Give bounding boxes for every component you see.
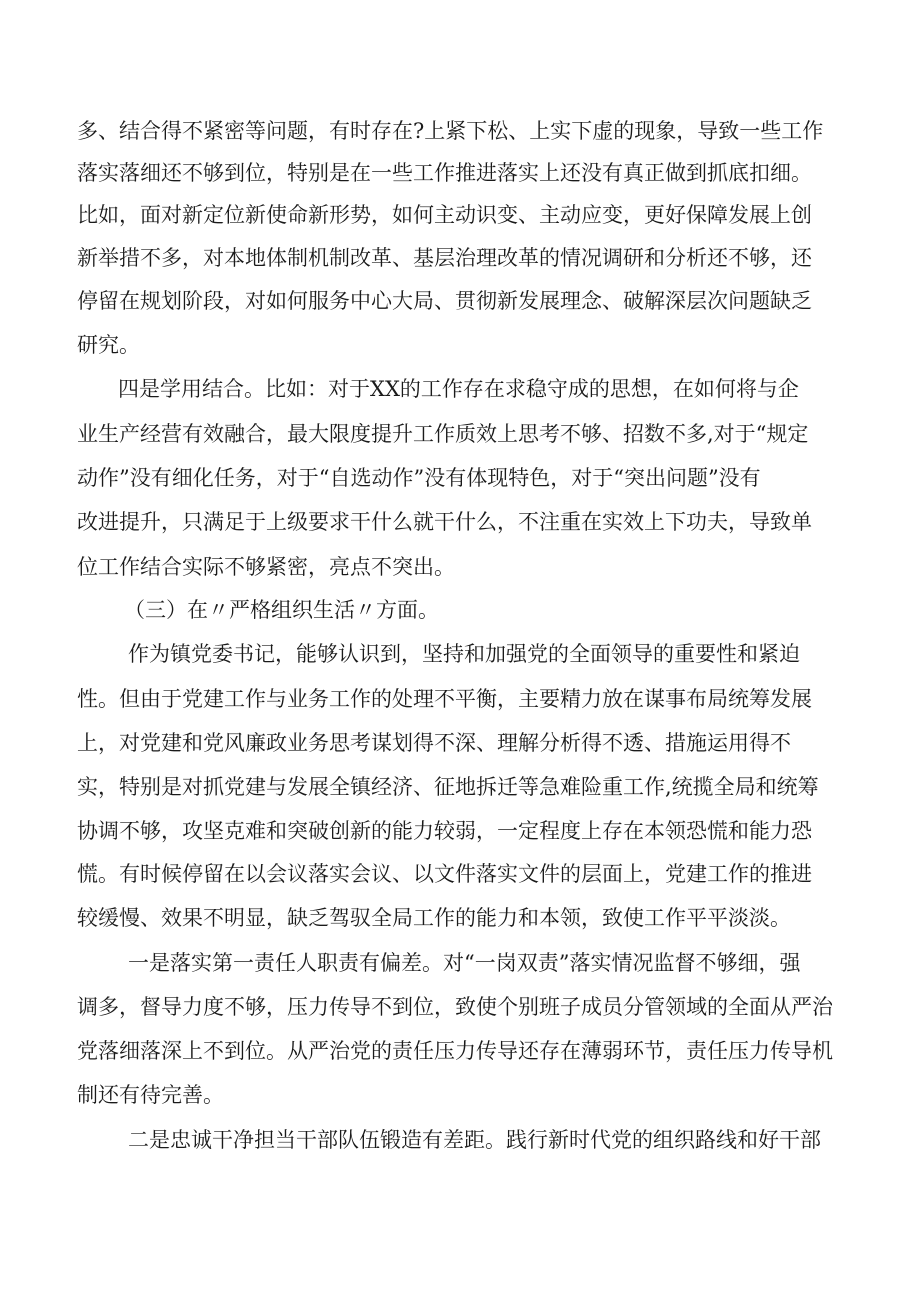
text-line-14: 性。但由于党建工作与业务工作的处理不平衡，主要精力放在谋事布局统筹发展 [77,687,812,711]
text-line-23: 制还有待完善。 [77,1083,224,1107]
text-line-16: 实，特别是对抓党建与发展全镇经济、征地拆迁等急难险重工作,统揽全局和统筹 [77,775,819,799]
text-line-11: 位工作结合实际不够紧密，亮点不突出。 [77,555,455,579]
text-line-20: 一是落实第一责任人职责有偏差。对“一岗双责”落实情况监督不够细，强 [128,951,801,975]
text-line-15: 上，对党建和党风廉政业务思考谋划得不深、理解分析得不透、措施运用得不 [77,731,791,755]
text-line-19: 较缓慢、效果不明显，缺乏驾驭全局工作的能力和本领，致使工作平平淡淡。 [77,906,791,930]
text-line-18: 慌。有时候停留在以会议落实会议、以文件落实文件的层面上，党建工作的推进 [77,862,812,886]
text-line-22: 党落细落深上不到位。从严治党的责任压力传导还存在薄弱环节，责任压力传导机 [77,1039,833,1063]
text-line-6: 研究。 [77,333,140,357]
section-heading: （三）在〃严格组织生活〃方面。 [124,598,439,622]
text-line-3: 比如，面对新定位新使命新形势，如何主动识变、主动应变，更好保障发展上创 [77,203,812,227]
text-line-8: 业生产经营有效融合，最大限度提升工作质效上思考不够、招数不多,对于“规定 [77,422,809,446]
text-line-2: 落实落细还不够到位，特别是在一些工作推进落实上还没有真正做到抓底扣细。 [77,161,812,185]
text-line-10: 改进提升，只满足于上级要求干什么就干什么，不注重在实效上下功夫，导致单 [77,510,812,534]
text-line-17: 协调不够，攻坚克难和突破创新的能力较弱，一定程度上存在本领恐慌和能力恐 [77,819,812,843]
text-line-21: 调多，督导力度不够，压力传导不到位，致使个别班子成员分管领域的全面从严治 [77,995,833,1019]
text-line-7: 四是学用结合。比如：对于XX的工作存在求稳守成的思想，在如何将与企 [118,377,799,401]
text-line-1: 多、结合得不紧密等问题，有时存在?上紧下松、上实下虚的现象，导致一些工作 [77,119,824,143]
text-line-13: 作为镇党委书记，能够认识到，坚持和加强党的全面领导的重要性和紧迫 [128,642,800,666]
text-line-5: 停留在规划阶段，对如何服务中心大局、贯彻新发展理念、破解深层次问题缺乏 [77,289,812,313]
text-line-9: 动作”没有细化任务，对于“自选动作”没有体现特色，对于“突出问题”没有 [77,466,761,490]
text-line-4: 新举措不多，对本地体制机制改革、基层治理改革的情况调研和分析还不够，还 [77,246,812,270]
text-line-24: 二是忠诚干净担当干部队伍锻造有差距。践行新时代党的组织路线和好干部 [128,1128,821,1152]
